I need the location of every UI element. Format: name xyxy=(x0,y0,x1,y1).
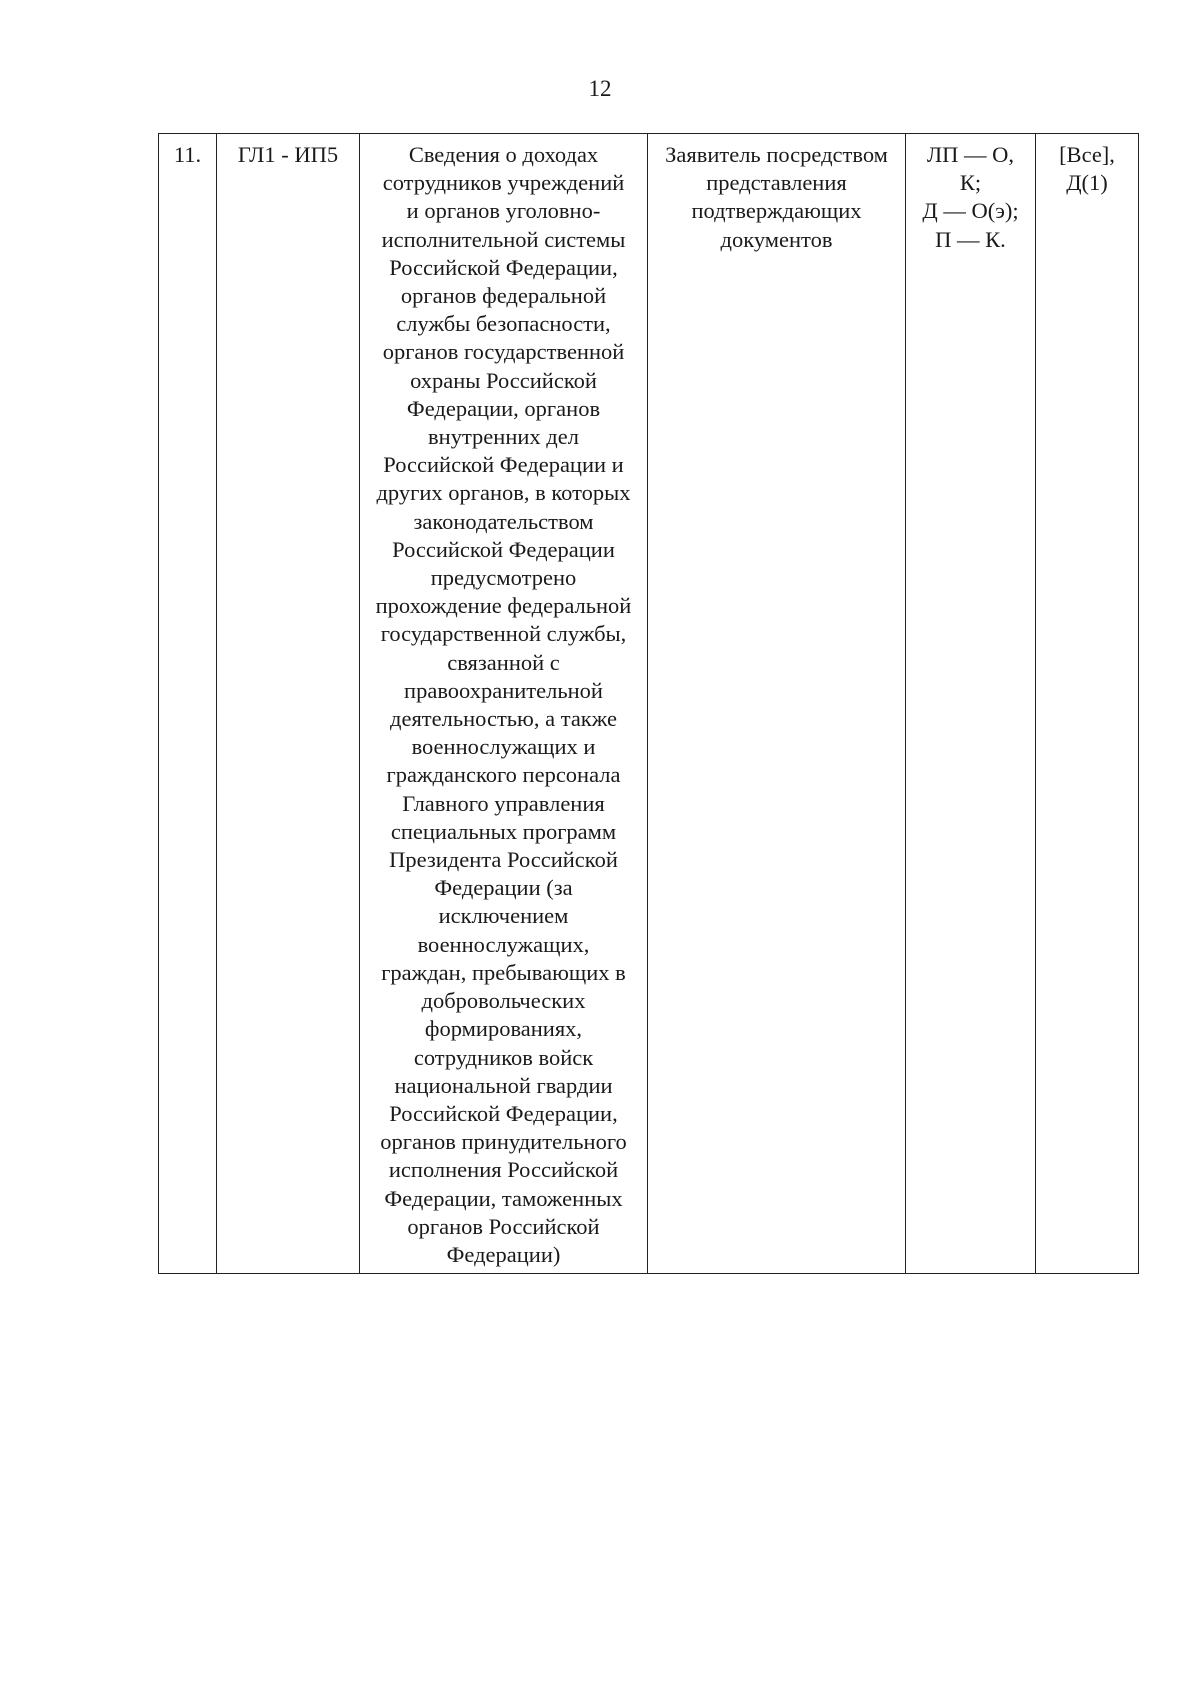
description-line: прохождение федеральной xyxy=(375,593,632,619)
source-line: Заявитель посредством xyxy=(665,142,888,167)
row-form-cell xyxy=(906,134,1036,1274)
form-line: ЛП — О, xyxy=(926,142,1015,167)
description-line: формированиях, xyxy=(424,1016,583,1042)
description-line: специальных программ xyxy=(390,818,617,844)
table-row xyxy=(159,134,1139,1274)
description-line: исполнения Российской xyxy=(388,1157,619,1183)
description-line: органов Российской xyxy=(407,1213,600,1239)
source-line: подтверждающих xyxy=(691,198,862,224)
document-table xyxy=(158,133,1139,1274)
description-line: связанной с xyxy=(447,649,560,675)
description-line: органов государственной xyxy=(382,339,625,365)
description-line: службы безопасности, xyxy=(396,311,611,337)
row-code-cell xyxy=(217,134,360,1274)
description-line: Федерации (за xyxy=(434,875,573,901)
row-description-cell xyxy=(360,134,648,1274)
description-line: государственной службы, xyxy=(380,621,627,647)
description-line: сотрудников войск xyxy=(413,1044,594,1070)
form-line: К; xyxy=(959,170,982,196)
description-line: военнослужащих, xyxy=(417,931,590,957)
description-line: национальной гвардии xyxy=(394,1072,613,1098)
description-line: Федерации) xyxy=(446,1241,561,1267)
description-line: Главного управления xyxy=(402,790,605,816)
description-line: органов принудительного xyxy=(380,1129,627,1155)
description-line: исполнительной системы xyxy=(381,226,626,252)
scope-line: Д(1) xyxy=(1066,170,1108,196)
row-source-cell xyxy=(648,134,906,1274)
description-line: Российской Федерации и xyxy=(383,452,624,478)
description-line: Федерации, таможенных xyxy=(384,1185,623,1211)
form-line: Д — О(э); xyxy=(922,198,1019,224)
row-code: ГЛ1 - ИП5 xyxy=(237,142,339,167)
row-index-cell xyxy=(159,134,217,1274)
page-number: 12 xyxy=(588,76,612,101)
source-line: представления xyxy=(706,170,847,196)
row-index: 11. xyxy=(173,142,202,167)
description-line: Федерации, органов xyxy=(406,395,601,421)
description-line: других органов, в которых xyxy=(376,480,631,506)
row-scope-cell xyxy=(1036,134,1139,1274)
description-line: добровольческих xyxy=(421,988,586,1014)
description-line: гражданского персонала xyxy=(386,762,621,788)
description-line: правоохранительной xyxy=(404,677,603,703)
description-line: законодательством xyxy=(413,508,594,534)
description-line: охраны Российской xyxy=(410,367,597,393)
description-line: и органов уголовно- xyxy=(406,198,601,224)
description-line: Президента Российской xyxy=(389,847,618,873)
description-line: сотрудников учреждений xyxy=(382,170,625,196)
description-line: внутренних дел xyxy=(428,424,579,450)
scope-line: [Все], xyxy=(1059,142,1115,167)
description-line: граждан, пребывающих в xyxy=(381,959,626,985)
form-line: П — К. xyxy=(935,226,1006,252)
description-line: предусмотрено xyxy=(430,565,577,591)
description-line: Российской Федерации xyxy=(392,536,615,562)
description-line: Российской Федерации, xyxy=(389,1100,618,1126)
description-line: военнослужащих и xyxy=(411,734,596,760)
description-line: исключением xyxy=(438,903,569,929)
source-line: документов xyxy=(720,226,833,252)
description-line: органов федеральной xyxy=(400,283,607,309)
description-line: Сведения о доходах xyxy=(408,142,599,167)
description-line: Российской Федерации, xyxy=(389,254,618,280)
description-line: деятельностью, а также xyxy=(390,706,617,732)
